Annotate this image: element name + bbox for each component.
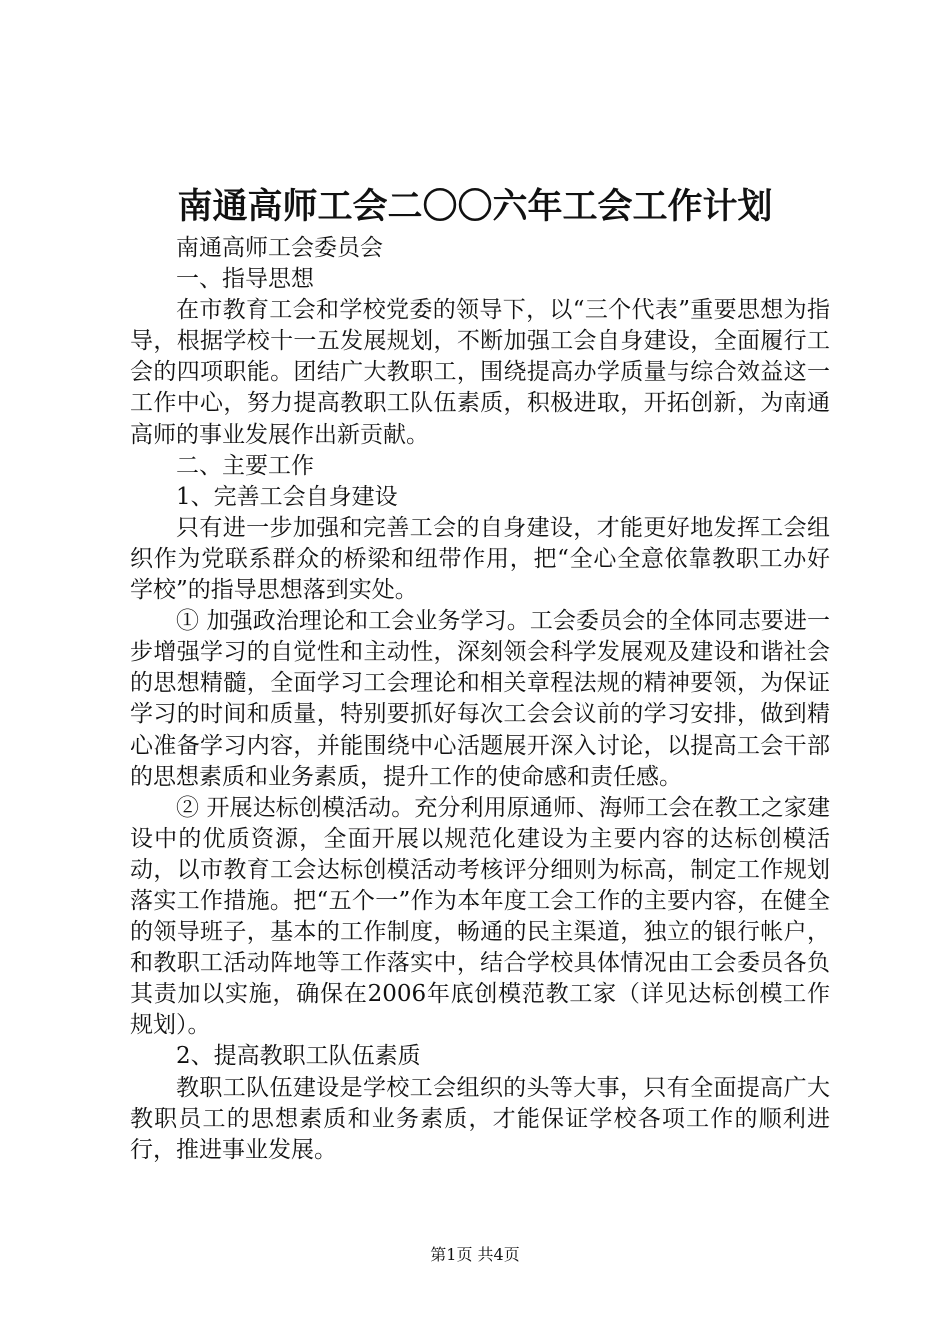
subheading-self-construction: 1、完善工会自身建设 [176,483,398,510]
paragraph: 在市教育工会和学校党委的领导下，以“三个代表”重要思想为指导，根据学校十一五发展规划，不断加强工会自身建设，全面履行工会的四项职能。团结广大教职工，围绕提高办学质量与综合效益这一工作中心，努力提高教职工队伍素质，积极进取，开拓创新，为南通高师的事业发展作出新贡献。 [130,297,830,448]
paragraph: ① 加强政治理论和工会业务学习。工会委员会的全体同志要进一步增强学习的自觉性和主动性，深刻领会科学发展观及建设和谐社会的思想精髓，全面学习工会理论和相关章程法规的精神要领，为保证学习的时间和质量，特别要抓好每次工会会议前的学习安排，做到精心准备学习内容，并能围绕中心活题展开深入讨论，以提高工会干部的思想素质和业务素质，提升工作的使命感和责任感。 [130,608,830,790]
paragraph: 只有进一步加强和完善工会的自身建设，才能更好地发挥工会组织作为党联系群众的桥梁和纽带作用，把“全心全意依靠教职工办好学校”的指导思想落到实处。 [130,514,830,604]
paragraph: 教职工队伍建设是学校工会组织的头等大事，只有全面提高广大教职员工的思想素质和业务素质，才能保证学校各项工作的顺利进行，推进事业发展。 [130,1074,830,1163]
page-number-footer: 第1页 共4页 [430,1245,520,1264]
document-title: 南通高师工会二〇〇六年工会工作计划 [177,186,773,227]
heading-main-work: 二、主要工作 [176,452,314,479]
paragraph-author: 南通高师工会委员会 [176,235,383,261]
document-body [130,233,830,1166]
subheading-staff-quality: 2、提高教职工队伍素质 [176,1043,421,1070]
paragraph: ② 开展达标创模活动。充分利用原通师、海师工会在教工之家建设中的优质资源，全面开展以规范化建设为主要内容的达标创模活动，以市教育工会达标创模活动考核评分细则为标高，制定工作规划落实工作措施。把“五个一”作为本年度工会工作的主要内容，在健全的领导班子，基本的工作制度，畅通的民主渠道，独立的银行帐户，和教职工活动阵地等工作落实中，结合学校具体情况由工会委员各负其责加以实施，确保在2006年底创模范教工家（详见达标创模工作规划）。 [130,794,830,1039]
heading-guiding-ideology: 一、指导思想 [176,266,314,293]
